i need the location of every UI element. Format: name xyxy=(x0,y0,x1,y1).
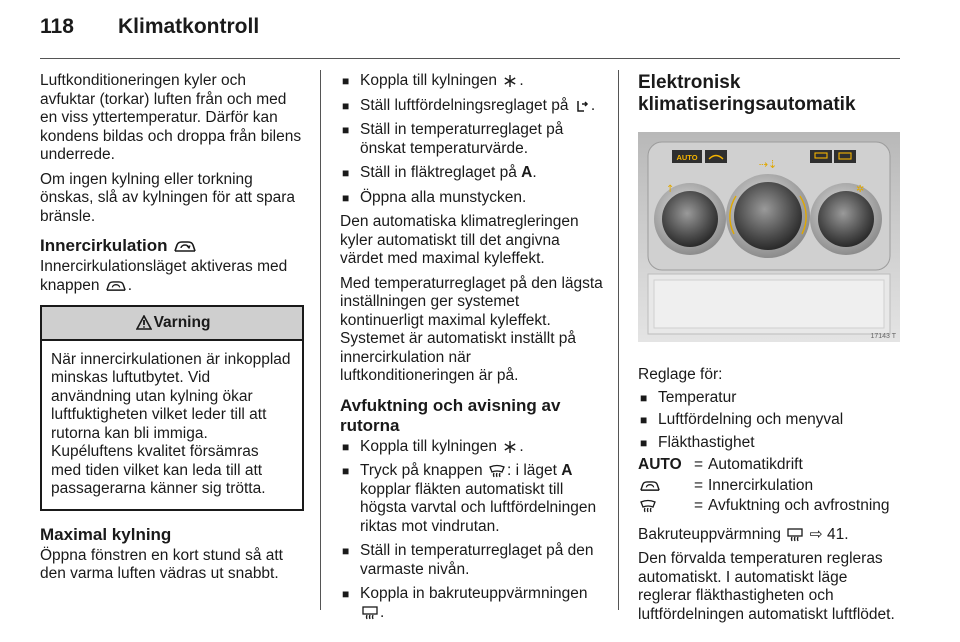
fan-icon: ✲ xyxy=(856,184,865,195)
header-rule xyxy=(40,58,900,59)
paragraph: Den automatiska klimatregleringen kyler automatiskt till det angivna värdet med maximal kyleffekt. xyxy=(340,213,579,267)
temperature-icon: ↑ xyxy=(666,184,675,195)
section-heading: Avfuktning och avisning av rutorna xyxy=(340,395,561,435)
list-item: ■ Luftfördelning och menyval xyxy=(638,411,900,430)
defrost-button xyxy=(810,150,832,163)
legend-key xyxy=(638,497,694,516)
defrost-icon xyxy=(640,499,656,513)
paragraph: Innercirkulationsläget aktiveras med knappen . xyxy=(40,258,288,294)
paragraph: Reglage för: xyxy=(638,366,723,383)
list-item: ■ Fläkthastighet xyxy=(638,434,900,453)
rear-window-heating-icon xyxy=(787,528,803,542)
column-divider xyxy=(320,70,321,610)
legend-desc: Automatikdrift xyxy=(708,456,803,473)
column-divider xyxy=(618,70,619,610)
rear-window-button xyxy=(834,150,856,163)
list-item: ■ Koppla till kylningen . xyxy=(340,438,604,457)
controls-list xyxy=(638,389,900,453)
air-distribution-icon: ⇢⇣ xyxy=(758,158,778,171)
legend-desc: Avfuktning och avfrostning xyxy=(708,497,890,514)
list-item: ■ Öppna alla munstycken. xyxy=(340,189,604,208)
paragraph: Luftkonditioneringen kyler och avfuktar (torkar) luften från och med en viss yttertemperatur. Därför kan kondens bildas och droppa från bilens underrede. xyxy=(40,72,302,163)
page-number: 118 xyxy=(40,15,74,38)
page-title: Klimatkontroll xyxy=(118,15,260,38)
warning-text: När innercirkulationen är inkopplad minskas luftutbytet. Vid användning utan kylning ökar luftfuktigheten vilket leder till att rutorna kan bli immiga. Kupéluftens kvalitet försämras med tiden vilket kan leda till att passagerarna känner sig trötta. xyxy=(51,350,291,497)
paragraph: Bakruteuppvärmning ⇨ 41. xyxy=(638,525,849,543)
svg-text:AUTO: AUTO xyxy=(676,153,698,162)
legend-key xyxy=(638,477,694,496)
legend-eq: = xyxy=(694,476,704,494)
page-reference[interactable]: 41. xyxy=(826,525,849,543)
step-list xyxy=(340,438,604,623)
list-item: ■ Koppla till kylningen . xyxy=(340,72,604,91)
step-list xyxy=(340,72,604,207)
list-item: ■ Ställ in temperaturreglaget på den varmaste nivån. xyxy=(340,542,604,579)
photo-code: 17143 T xyxy=(870,333,896,340)
list-item: ■ Koppla in bakruteuppvärmningen . xyxy=(340,585,604,622)
legend-table xyxy=(638,456,900,516)
rear-window-heating-icon xyxy=(362,606,378,620)
page-reference-arrow-icon: ⇨ xyxy=(809,525,823,543)
section-heading: Elektronisk klimatiseringsautomatik xyxy=(638,72,856,115)
legend-eq: = xyxy=(694,497,704,514)
legend-key: AUTO xyxy=(638,456,682,473)
paragraph: Den förvalda temperaturen regleras automatiskt. I automatiskt läge reglerar fläkthastigheten och luftfördelningen automatiskt luftflödet. xyxy=(638,550,895,623)
column-2 xyxy=(340,72,604,628)
list-item: ■ Temperatur xyxy=(638,389,900,408)
air-distribution-icon xyxy=(575,99,589,113)
snowflake-icon xyxy=(503,74,517,88)
list-item: ■ Tryck på knappen : i läget A kopplar fläkten automatiskt till högsta varvtal och luftfördelningen riktas mot vindrutan. xyxy=(340,462,604,536)
warning-triangle-icon xyxy=(136,315,152,330)
recirculation-icon xyxy=(106,280,126,293)
warning-header: Varning xyxy=(42,307,302,341)
recirculation-button xyxy=(705,150,727,163)
column-3 xyxy=(638,72,900,630)
climate-panel-illustration xyxy=(638,132,900,342)
warning-box xyxy=(40,305,304,511)
list-item: ■ Ställ in temperaturreglaget på önskat temperaturvärde. xyxy=(340,121,604,158)
column-1 xyxy=(40,72,304,590)
defrost-icon xyxy=(489,464,505,478)
section-heading: Maximal kylning xyxy=(40,524,172,544)
legend-eq: = xyxy=(694,456,704,473)
recirculation-icon xyxy=(640,480,660,493)
list-item: ■ Ställ luftfördelningsreglaget på . xyxy=(340,97,604,116)
paragraph: Om ingen kylning eller torkning önskas, slå av kylningen för att spara bränsle. xyxy=(40,170,296,225)
list-item: ■ Ställ in fläktreglaget på A. xyxy=(340,164,604,183)
climate-panel-photo xyxy=(638,132,900,342)
paragraph: Med temperaturreglaget på den lägsta inställningen ger systemet kontinuerligt maximal kyleffekt. Systemet är automatiskt inställt på innercirkulation när luftkonditioneringen är på. xyxy=(340,274,603,384)
snowflake-icon xyxy=(503,440,517,454)
paragraph: Öppna fönstren en kort stund så att den varma luften vädras ut snabbt. xyxy=(40,546,283,582)
section-heading: Innercirkulation xyxy=(40,236,304,256)
legend-desc: Innercirkulation xyxy=(708,476,814,494)
recirculation-icon xyxy=(174,240,196,254)
auto-button xyxy=(672,150,702,163)
